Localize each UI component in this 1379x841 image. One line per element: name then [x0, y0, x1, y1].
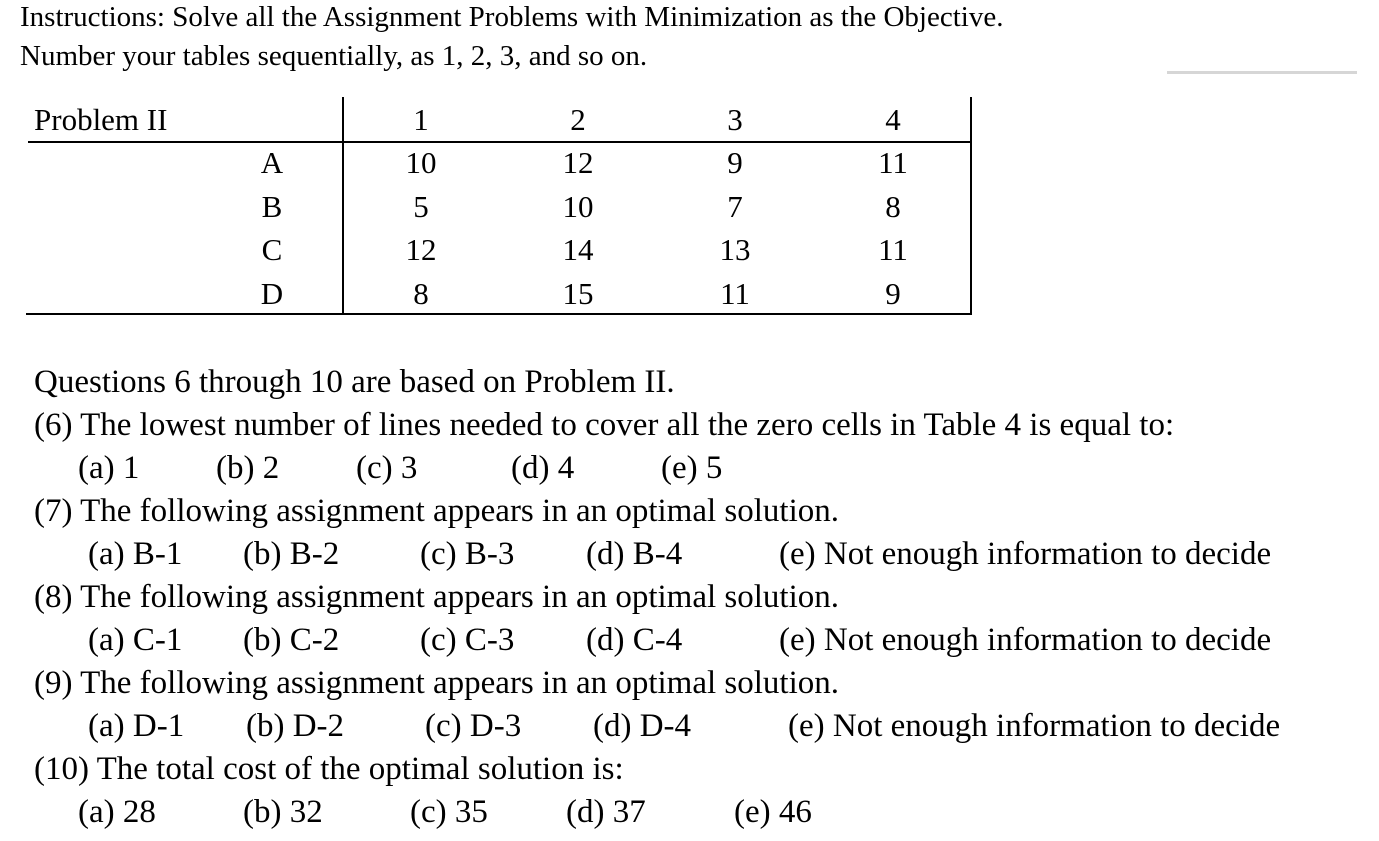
question-6-option-d: (d) 4 — [511, 450, 575, 486]
table-cell: 14 — [562, 232, 594, 267]
question-10-option-c: (c) 35 — [410, 794, 488, 830]
table-cell: 11 — [720, 276, 750, 311]
question-10-option-b: (b) 32 — [243, 794, 323, 830]
table-bottom-rule — [26, 313, 972, 315]
table-cell: 12 — [405, 232, 437, 267]
question-8-option-c: (c) C-3 — [420, 622, 515, 658]
table-cell: 15 — [562, 276, 594, 311]
row-label: B — [261, 189, 283, 224]
question-10-option-a: (a) 28 — [78, 794, 156, 830]
table-cell: 12 — [562, 145, 594, 180]
question-10-text: (10) The total cost of the optimal solution is: — [34, 751, 624, 787]
table-cell: 9 — [727, 145, 743, 180]
instructions-line-1: Instructions: Solve all the Assignment Problems with Minimization as the Objective. — [20, 1, 1004, 33]
table-cell: 9 — [885, 276, 901, 311]
question-8-option-b: (b) C-2 — [243, 622, 340, 658]
question-6-option-b: (b) 2 — [216, 450, 280, 486]
column-header: 4 — [885, 102, 901, 137]
question-6-option-e: (e) 5 — [661, 450, 723, 486]
row-label: C — [261, 232, 283, 267]
instructions-line-2: Number your tables sequentially, as 1, 2, 3, and so on. — [20, 40, 648, 72]
question-7-option-a: (a) B-1 — [88, 536, 183, 572]
question-6-option-c: (c) 3 — [356, 450, 418, 486]
question-10-option-d: (d) 37 — [566, 794, 646, 830]
table-title: Problem II — [34, 102, 168, 137]
question-6-text: (6) The lowest number of lines needed to cover all the zero cells in Table 4 is equal to: — [34, 407, 1175, 443]
question-7-option-d: (d) B-4 — [586, 536, 683, 572]
table-divider-left — [342, 97, 344, 314]
question-9-option-a: (a) D-1 — [88, 708, 185, 744]
question-7-text: (7) The following assignment appears in an optimal solution. — [34, 493, 840, 529]
table-cell: 8 — [885, 189, 901, 224]
table-divider-right — [970, 97, 972, 314]
table-header-rule — [28, 141, 972, 143]
decorative-divider — [1167, 71, 1357, 74]
question-8-option-e: (e) Not enough information to decide — [779, 622, 1272, 658]
question-7-option-e: (e) Not enough information to decide — [779, 536, 1272, 572]
question-8-option-d: (d) C-4 — [586, 622, 683, 658]
column-header: 2 — [570, 102, 586, 137]
row-label: D — [260, 276, 284, 311]
question-7-option-c: (c) B-3 — [420, 536, 515, 572]
table-cell: 8 — [413, 276, 429, 311]
question-8-text: (8) The following assignment appears in an optimal solution. — [34, 579, 840, 615]
question-8-option-a: (a) C-1 — [88, 622, 183, 658]
question-10-option-e: (e) 46 — [734, 794, 812, 830]
question-9-option-b: (b) D-2 — [246, 708, 345, 744]
question-9-option-e: (e) Not enough information to decide — [788, 708, 1281, 744]
question-9-option-d: (d) D-4 — [593, 708, 692, 744]
question-6-option-a: (a) 1 — [78, 450, 140, 486]
column-header: 1 — [413, 102, 429, 137]
table-cell: 11 — [878, 232, 908, 267]
table-cell: 10 — [405, 145, 437, 180]
column-header: 3 — [727, 102, 743, 137]
table-cell: 13 — [719, 232, 751, 267]
table-cell: 7 — [727, 189, 743, 224]
table-cell: 5 — [413, 189, 429, 224]
question-7-option-b: (b) B-2 — [243, 536, 340, 572]
questions-intro: Questions 6 through 10 are based on Problem II. — [34, 364, 675, 400]
question-9-text: (9) The following assignment appears in an optimal solution. — [34, 665, 840, 701]
table-cell: 10 — [562, 189, 594, 224]
table-cell: 11 — [878, 145, 908, 180]
row-label: A — [260, 145, 284, 180]
question-9-option-c: (c) D-3 — [425, 708, 522, 744]
